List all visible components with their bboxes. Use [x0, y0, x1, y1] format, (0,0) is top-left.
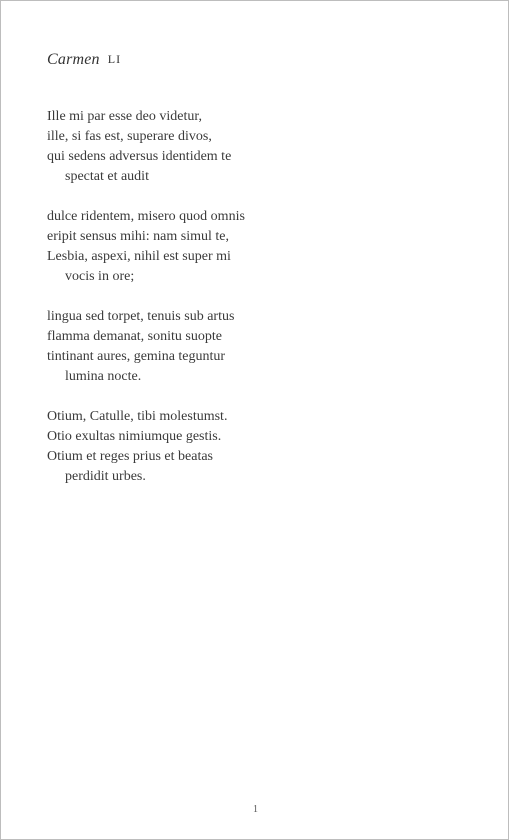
poem-title: Carmen: [47, 51, 100, 68]
poem-line: dulce ridentem, misero quod omnis: [47, 209, 245, 224]
poem-line: Lesbia, aspexi, nihil est super mi: [47, 249, 231, 264]
poem-line: eripit sensus mihi: nam simul te,: [47, 229, 229, 244]
poem-line: Otio exultas nimiumque gestis.: [47, 429, 222, 444]
poem-line: flamma demanat, sonitu suopte: [47, 329, 222, 344]
poem-line: lingua sed torpet, tenuis sub artus: [47, 309, 235, 324]
poem-line: Ille mi par esse deo videtur,: [47, 109, 202, 124]
poem-line: lumina nocte.: [65, 369, 142, 384]
poem-number: LI: [107, 52, 122, 66]
stanza: [47, 307, 467, 387]
poem-line: qui sedens adversus identidem te: [47, 149, 232, 164]
stanza: [47, 407, 467, 487]
poem-line: tintinant aures, gemina teguntur: [47, 349, 226, 364]
page-number: 1: [253, 804, 258, 815]
poem-line: ille, si fas est, superare divos,: [47, 129, 212, 144]
stanza: [47, 207, 467, 287]
poem-heading: [47, 51, 121, 69]
poem-body: [47, 107, 467, 507]
poem-line: vocis in ore;: [65, 269, 135, 284]
stanza: [47, 107, 467, 187]
poem-line: spectat et audit: [65, 169, 149, 184]
poem-line: Otium, Catulle, tibi molestumst.: [47, 409, 228, 424]
poem-line: perdidit urbes.: [65, 469, 146, 484]
poem-line: Otium et reges prius et beatas: [47, 449, 214, 464]
